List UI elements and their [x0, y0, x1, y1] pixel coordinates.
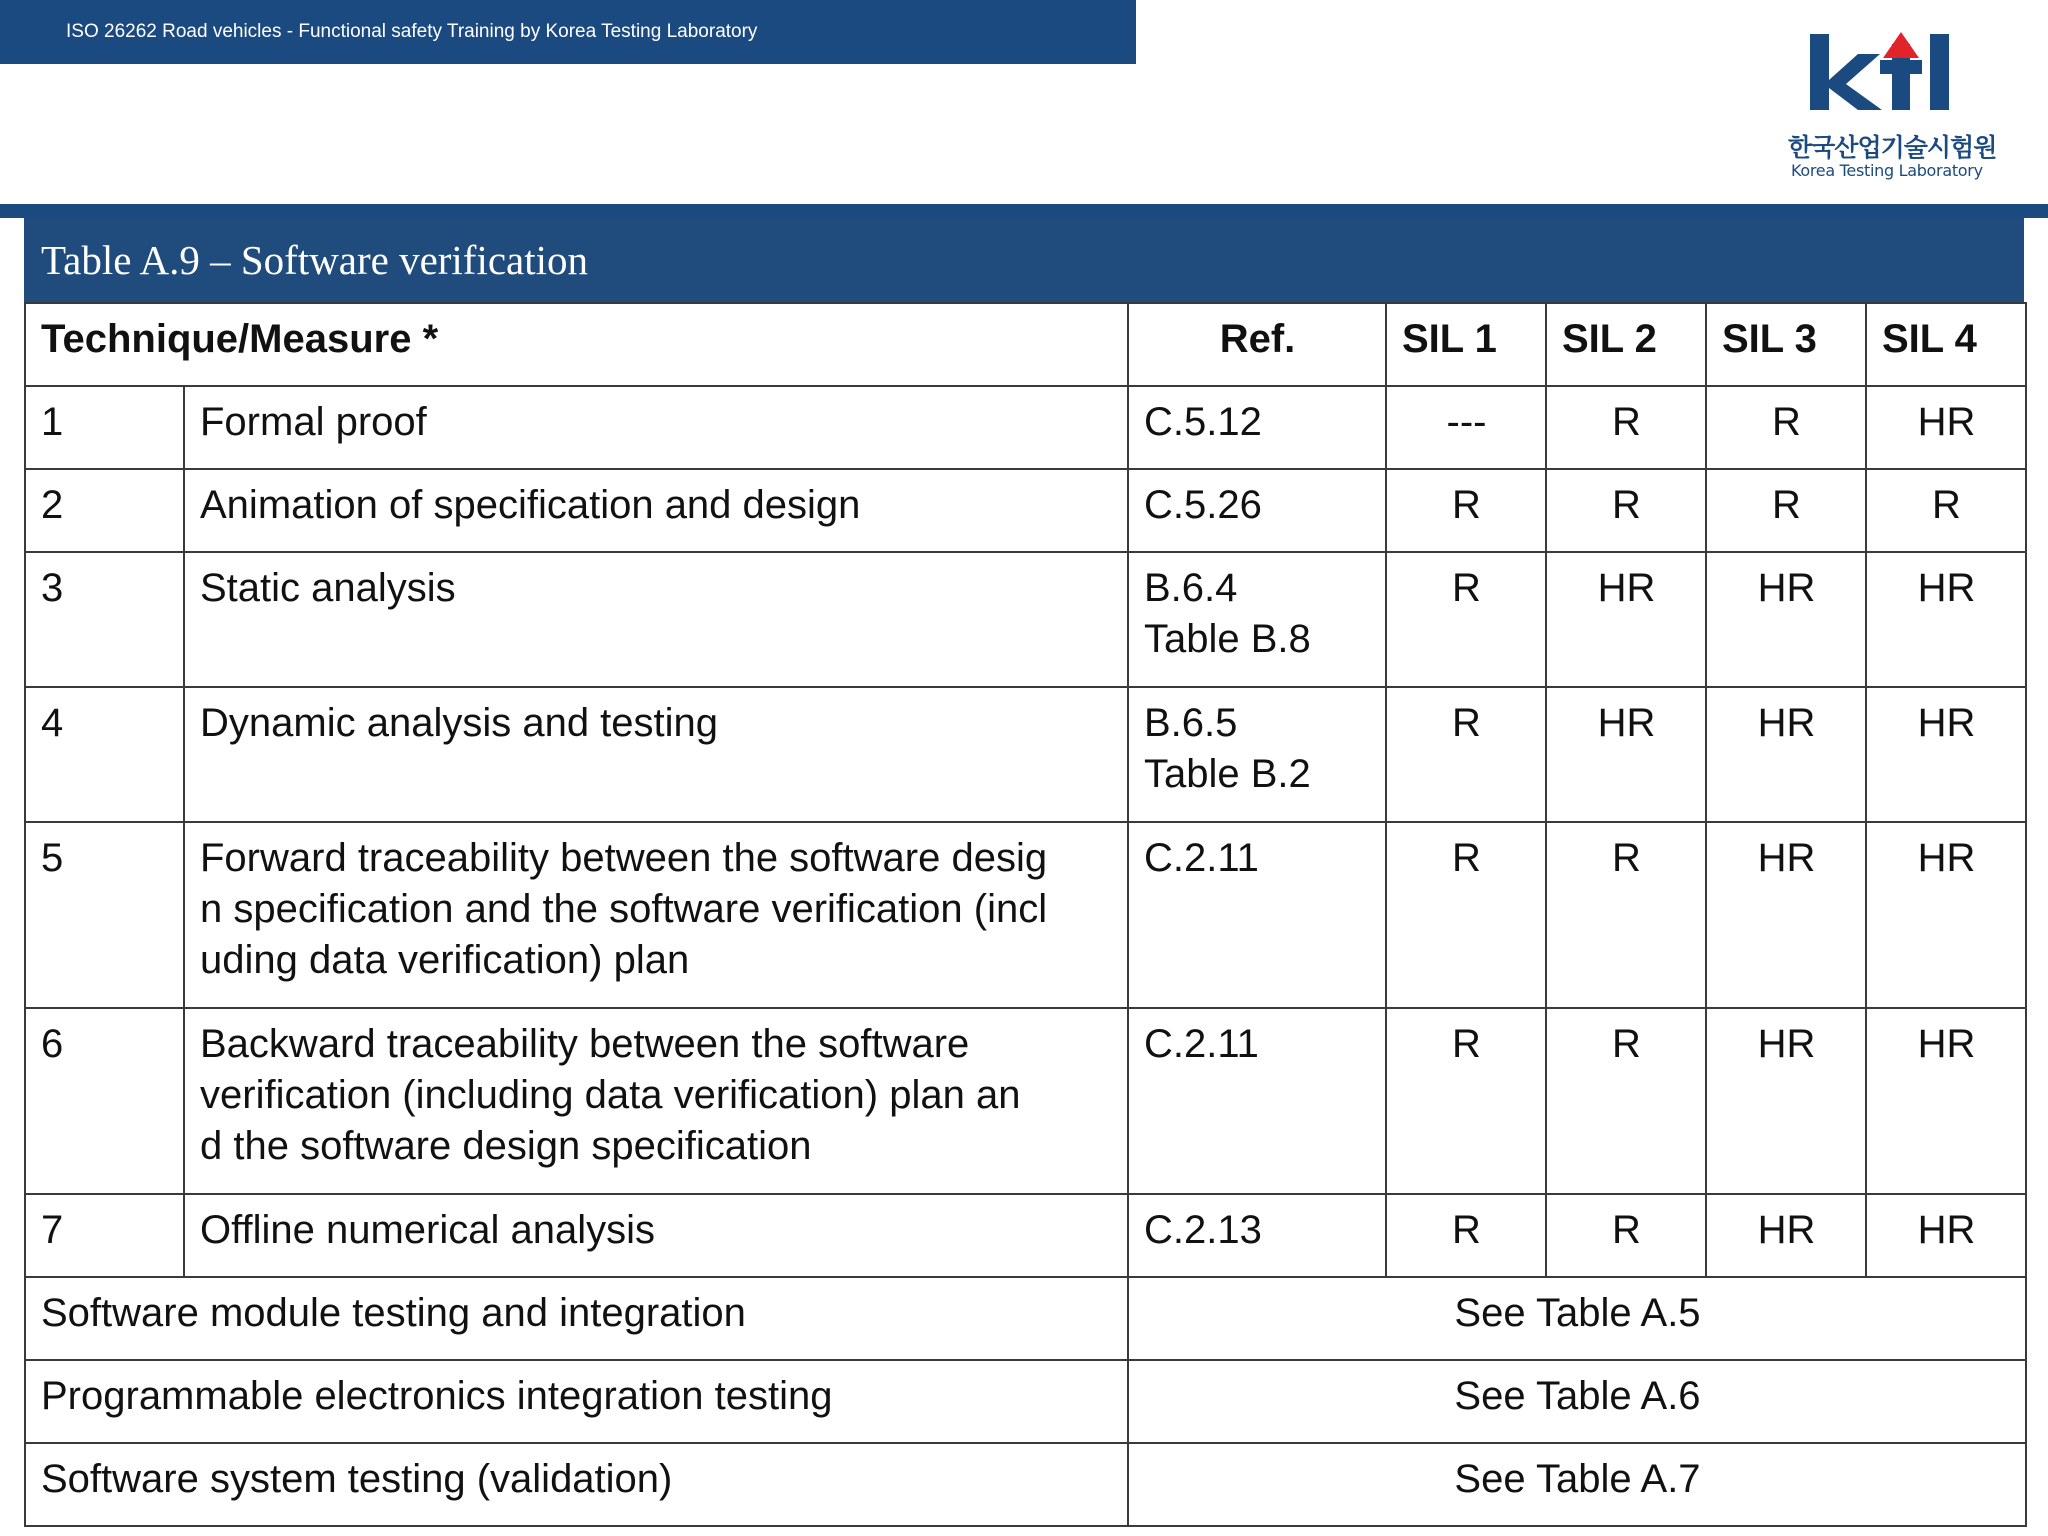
- row-sil1: R: [1386, 1008, 1546, 1194]
- row-ref: C.5.26: [1128, 469, 1386, 552]
- header-sil3: SIL 3: [1706, 303, 1866, 386]
- row-sil3: HR: [1706, 1008, 1866, 1194]
- row-technique: [184, 1008, 1128, 1194]
- row-technique-line: Forward traceability between the software desig: [200, 836, 1048, 880]
- table-row: [25, 386, 2026, 469]
- row-ref: [1128, 552, 1386, 687]
- row-sil3: R: [1706, 469, 1866, 552]
- table-row: [25, 687, 2026, 822]
- row-sil4: HR: [1866, 822, 2026, 1008]
- software-verification-table: [24, 302, 2027, 1527]
- row-technique: Dynamic analysis and testing: [184, 687, 1128, 822]
- row-sil3: HR: [1706, 1194, 1866, 1277]
- row-technique: Animation of specification and design: [184, 469, 1128, 552]
- row-technique: Offline numerical analysis: [184, 1194, 1128, 1277]
- footer-see-table: See Table A.6: [1128, 1360, 2026, 1443]
- row-number: 7: [25, 1194, 184, 1277]
- row-ref: [1128, 687, 1386, 822]
- row-sil2: HR: [1546, 687, 1706, 822]
- row-sil2: R: [1546, 1194, 1706, 1277]
- row-sil3: HR: [1706, 552, 1866, 687]
- row-technique: [184, 822, 1128, 1008]
- row-ref-line: Table B.8: [1144, 617, 1311, 661]
- row-number: 2: [25, 469, 184, 552]
- header-sil1: SIL 1: [1386, 303, 1546, 386]
- row-sil2: R: [1546, 469, 1706, 552]
- row-ref-line: B.6.5: [1144, 701, 1238, 745]
- row-sil2: HR: [1546, 552, 1706, 687]
- footer-see-table: See Table A.7: [1128, 1443, 2026, 1526]
- row-number: 6: [25, 1008, 184, 1194]
- header-divider: [0, 204, 2048, 218]
- row-technique: Static analysis: [184, 552, 1128, 687]
- row-ref-line: Table B.2: [1144, 752, 1311, 796]
- row-technique-line: verification (including data verification) plan an: [200, 1073, 1021, 1117]
- row-ref-line: B.6.4: [1144, 566, 1238, 610]
- row-technique: Formal proof: [184, 386, 1128, 469]
- footer-see-table: See Table A.5: [1128, 1277, 2026, 1360]
- row-number: 1: [25, 386, 184, 469]
- header-ref: Ref.: [1128, 303, 1386, 386]
- footer-label: Programmable electronics integration testing: [25, 1360, 1128, 1443]
- row-sil4: HR: [1866, 1008, 2026, 1194]
- table-row: [25, 469, 2026, 552]
- table-row: [25, 552, 2026, 687]
- row-technique-line: uding data verification) plan: [200, 938, 690, 982]
- row-sil3: R: [1706, 386, 1866, 469]
- footer-label: Software system testing (validation): [25, 1443, 1128, 1526]
- row-sil1: R: [1386, 469, 1546, 552]
- table-footer-row: [25, 1360, 2026, 1443]
- table-footer-row: [25, 1443, 2026, 1526]
- banner-text: ISO 26262 Road vehicles - Functional safety Training by Korea Testing Laboratory: [66, 21, 758, 42]
- ktl-logo-mark: [1780, 22, 1980, 122]
- row-technique-line: d the software design specification: [200, 1124, 812, 1168]
- row-number: 3: [25, 552, 184, 687]
- row-number: 5: [25, 822, 184, 1008]
- row-sil4: HR: [1866, 1194, 2026, 1277]
- logo-korean-text: 한국산업기술시험원: [1788, 133, 1997, 162]
- header-banner: [0, 0, 1136, 64]
- table-footer-row: [25, 1277, 2026, 1360]
- row-sil2: R: [1546, 386, 1706, 469]
- row-sil1: R: [1386, 552, 1546, 687]
- row-sil1: ---: [1386, 386, 1546, 469]
- row-ref: C.2.11: [1128, 822, 1386, 1008]
- table-header-row: [25, 303, 2026, 386]
- row-ref: C.5.12: [1128, 386, 1386, 469]
- row-sil4: HR: [1866, 687, 2026, 822]
- footer-label: Software module testing and integration: [25, 1277, 1128, 1360]
- table-row: [25, 822, 2026, 1008]
- row-sil2: R: [1546, 822, 1706, 1008]
- row-ref: C.2.11: [1128, 1008, 1386, 1194]
- row-sil1: R: [1386, 687, 1546, 822]
- header-sil2: SIL 2: [1546, 303, 1706, 386]
- table-row: [25, 1194, 2026, 1277]
- header-sil4: SIL 4: [1866, 303, 2026, 386]
- table-title: Table A.9 – Software verification: [24, 218, 2024, 302]
- row-sil4: HR: [1866, 552, 2026, 687]
- row-sil2: R: [1546, 1008, 1706, 1194]
- row-sil1: R: [1386, 822, 1546, 1008]
- logo-english-text: Korea Testing Laboratory: [1791, 161, 1983, 180]
- row-sil4: R: [1866, 469, 2026, 552]
- table-row: [25, 1008, 2026, 1194]
- row-technique-line: n specification and the software verification (incl: [200, 887, 1048, 931]
- row-sil1: R: [1386, 1194, 1546, 1277]
- row-ref: C.2.13: [1128, 1194, 1386, 1277]
- row-sil3: HR: [1706, 687, 1866, 822]
- header-technique: Technique/Measure *: [25, 303, 1128, 386]
- row-sil3: HR: [1706, 822, 1866, 1008]
- row-sil4: HR: [1866, 386, 2026, 469]
- row-technique-line: Backward traceability between the software: [200, 1022, 970, 1066]
- row-number: 4: [25, 687, 184, 822]
